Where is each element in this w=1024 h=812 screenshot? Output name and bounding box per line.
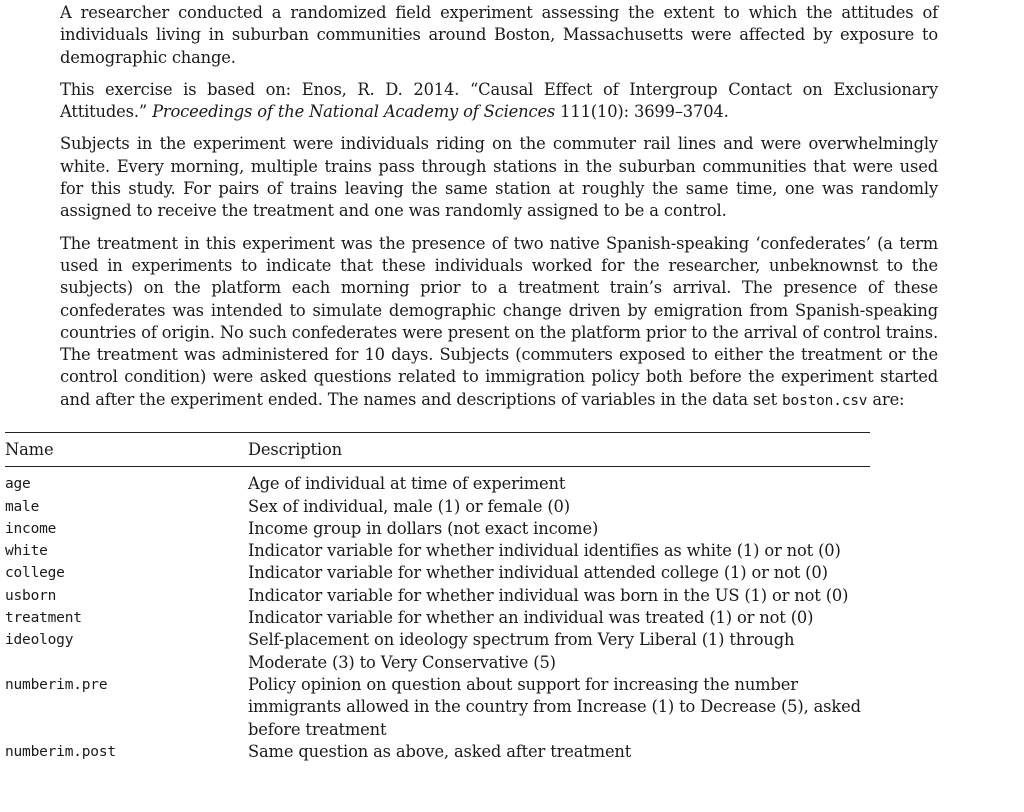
treatment-paragraph-ending: are: bbox=[872, 389, 905, 409]
table-row bbox=[5, 674, 870, 741]
citation-journal: Proceedings of the National Academy of Sciences bbox=[152, 102, 556, 122]
dataset-filename: boston.csv bbox=[782, 392, 868, 409]
table-header-row bbox=[5, 433, 870, 467]
intro-paragraph: A researcher conducted a randomized field experiment assessing the extent to which the attitudes of individuals living in suburban communities around Boston, Massachusetts were affected by exposure to demographic change. bbox=[60, 3, 938, 67]
table-row bbox=[5, 585, 870, 607]
variable-description: Self-placement on ideology spectrum from Very Liberal (1) through Moderate (3) to Very Conservative (5) bbox=[248, 630, 795, 672]
table-row bbox=[5, 562, 870, 584]
table-row bbox=[5, 629, 870, 674]
variable-name: numberim.pre bbox=[5, 676, 108, 693]
variable-name: numberim.post bbox=[5, 743, 116, 760]
variable-name: college bbox=[5, 565, 65, 582]
variable-name: ideology bbox=[5, 632, 74, 649]
citation-paragraph bbox=[60, 79, 938, 124]
variable-description: Indicator variable for whether individual identifies as white (1) or not (0) bbox=[248, 541, 841, 561]
treatment-paragraph bbox=[60, 233, 938, 412]
variable-description: Age of individual at time of experiment bbox=[248, 474, 566, 494]
citation-prefix: This exercise is based on: Enos, R. D. 2014. “Causal Effect of Intergroup Contact on Exclusionary Attitudes.” bbox=[60, 79, 938, 122]
variable-name: age bbox=[5, 476, 31, 493]
variables-table bbox=[5, 432, 870, 763]
variable-description: Indicator variable for whether individual attended college (1) or not (0) bbox=[248, 563, 828, 583]
treatment-paragraph-text: The treatment in this experiment was the presence of two native Spanish-speaking ‘confederates’ (a term used in experiments to indicate that these individuals worked for the researcher, unbeknownst to the subjects) on the platform each morning prior to a treatment train’s arrival. The presence of these confederates was intended to simulate demographic change driven by emigration from Spanish-speaking countries of origin. No such confederates were present on the platform prior to the arrival of control trains. The treatment was administered for 10 days. Subjects (commuters exposed to either the treatment or the control condition) were asked questions related to immigration policy both before the experiment started and after the experiment ended. The names and descriptions of variables in the data set bbox=[60, 233, 938, 409]
variable-name: income bbox=[5, 520, 57, 537]
variable-description: Indicator variable for whether individual was born in the US (1) or not (0) bbox=[248, 585, 849, 605]
variable-name: male bbox=[5, 498, 40, 515]
table-row bbox=[5, 607, 870, 629]
variable-description: Policy opinion on question about support for increasing the number immigrants allowed in the country from Increase (1) to Decrease (5), asked before treatment bbox=[248, 674, 861, 739]
table-row bbox=[5, 741, 870, 763]
table-row bbox=[5, 540, 870, 562]
variable-name: usborn bbox=[5, 587, 57, 604]
variable-description: Sex of individual, male (1) or female (0) bbox=[248, 496, 570, 516]
header-description: Description bbox=[248, 433, 870, 467]
variable-description: Income group in dollars (not exact income) bbox=[248, 518, 599, 538]
document-body bbox=[60, 2, 938, 422]
subjects-paragraph: Subjects in the experiment were individuals riding on the commuter rail lines and were overwhelmingly white. Every morning, multiple trains pass through stations in the suburban communities that were used for this study. For pairs of trains leaving the same station at roughly the same time, one was randomly assigned to receive the treatment and one was randomly assigned to be a control. bbox=[60, 134, 938, 221]
variable-name: treatment bbox=[5, 610, 82, 627]
table-row bbox=[5, 467, 870, 496]
citation-suffix: 111(10): 3699–3704. bbox=[560, 102, 729, 122]
variable-name: white bbox=[5, 543, 48, 560]
table-row bbox=[5, 496, 870, 518]
header-name: Name bbox=[5, 433, 248, 467]
table-row bbox=[5, 518, 870, 540]
variable-description: Indicator variable for whether an individual was treated (1) or not (0) bbox=[248, 608, 814, 628]
variable-description: Same question as above, asked after treatment bbox=[248, 741, 632, 761]
